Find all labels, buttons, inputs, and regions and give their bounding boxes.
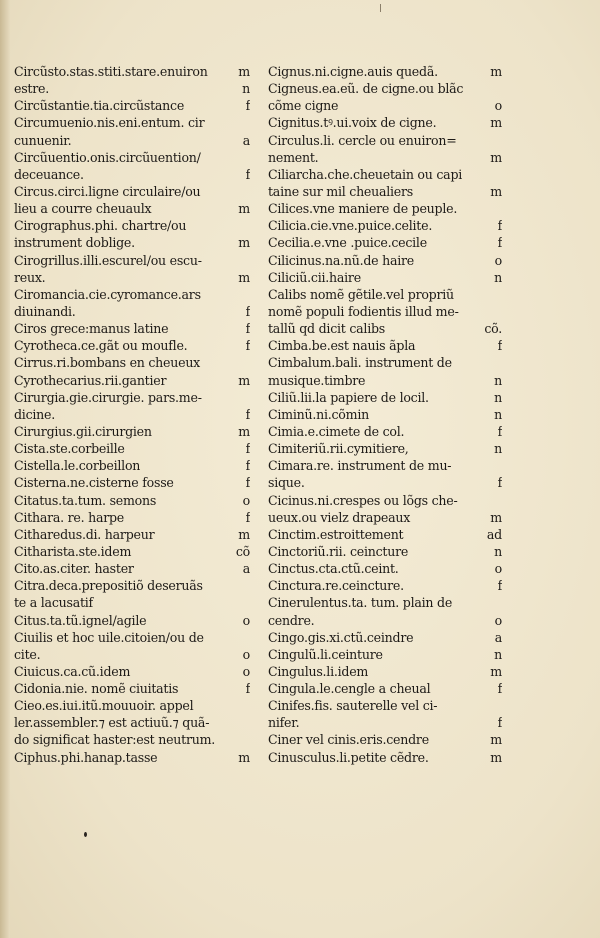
entry-text: Ciros grece:manus latine — [14, 321, 169, 337]
entry-text: Cecilia.e.vne .puice.cecile — [268, 235, 427, 251]
gender-marker: o — [494, 252, 502, 268]
entry-text: Ciuilis et hoc uile.citoien/ou de — [14, 629, 204, 645]
gender-marker: m — [490, 663, 502, 679]
gender-marker: o — [242, 492, 250, 508]
gender-marker: f — [497, 715, 502, 731]
gender-marker: n — [494, 269, 502, 285]
dictionary-entry — [268, 80, 502, 97]
entry-text: nifer. — [268, 715, 300, 731]
dictionary-entry — [268, 612, 502, 629]
entry-text: Citatus.ta.tum. semons — [14, 492, 157, 508]
gender-marker: f — [245, 681, 250, 697]
entry-text: Cirogrillus.illi.escurel/ou escu- — [14, 252, 202, 268]
dictionary-entry — [268, 697, 502, 714]
entry-text: ler.assembler.⁊ est actiuũ.⁊ quã- — [14, 715, 210, 731]
dictionary-entry — [268, 663, 502, 680]
dictionary-entry — [14, 337, 250, 354]
entry-text: Ciliarcha.che.cheuetain ou capi — [268, 166, 463, 182]
entry-text: Cinctim.estroittement — [268, 526, 404, 542]
dictionary-entry — [14, 303, 250, 320]
entry-text: Cisterna.ne.cisterne fosse — [14, 475, 174, 491]
gender-marker: f — [245, 303, 250, 319]
dictionary-entry — [14, 457, 250, 474]
dictionary-entry — [268, 354, 502, 371]
dictionary-entry — [14, 731, 250, 748]
dictionary-entry — [14, 680, 250, 697]
entry-text: Cidonia.nie. nomẽ ciuitatis — [14, 681, 179, 697]
dictionary-entry — [14, 543, 250, 560]
gender-marker: o — [242, 663, 250, 679]
gender-marker: m — [238, 235, 250, 251]
dictionary-entry — [268, 560, 502, 577]
dictionary-entry — [14, 80, 250, 97]
entry-text: Citra.deca.prepositiõ deseruãs — [14, 578, 203, 594]
gender-marker: m — [490, 115, 502, 131]
entry-text: Ciminũ.ni.cõmin — [268, 406, 369, 422]
dictionary-entry — [268, 320, 502, 337]
entry-text: Circus.circi.ligne circulaire/ou — [14, 183, 201, 199]
entry-text: ueux.ou vielz drapeaux — [268, 509, 411, 525]
entry-text: Cyrothecarius.rii.gantier — [14, 372, 167, 388]
entry-text: Circũstantie.tia.circũstance — [14, 98, 185, 114]
dictionary-entry — [268, 749, 502, 766]
entry-text: deceuance. — [14, 166, 84, 182]
dictionary-entry — [268, 63, 502, 80]
entry-text: estre. — [14, 81, 49, 97]
entry-text: cendre. — [268, 612, 315, 628]
entry-text: Cicinus.ni.crespes ou lõgs che- — [268, 492, 458, 508]
gender-marker: m — [490, 149, 502, 165]
entry-text: Cirurgius.gii.cirurgien — [14, 423, 152, 439]
entry-text: Citus.ta.tũ.ignel/agile — [14, 612, 147, 628]
dictionary-entry — [14, 509, 250, 526]
entry-text: Cyrotheca.ce.gãt ou moufle. — [14, 338, 188, 354]
gender-marker: o — [242, 646, 250, 662]
gender-marker: n — [494, 372, 502, 388]
dictionary-entry — [14, 320, 250, 337]
gender-marker: a — [242, 561, 250, 577]
gender-marker: f — [245, 509, 250, 525]
entry-text: Cimba.be.est nauis ãpla — [268, 338, 416, 354]
entry-text: cite. — [14, 646, 41, 662]
dictionary-entry — [268, 389, 502, 406]
dictionary-entry — [14, 646, 250, 663]
entry-text: Cinctoriũ.rii. ceincture — [268, 543, 409, 559]
dictionary-entry — [268, 200, 502, 217]
dictionary-entry — [14, 492, 250, 509]
gender-marker: f — [497, 338, 502, 354]
entry-text: musique.timbre — [268, 372, 366, 388]
dictionary-entry — [14, 389, 250, 406]
gender-marker: m — [238, 269, 250, 285]
dictionary-entry — [14, 97, 250, 114]
gender-marker: f — [245, 406, 250, 422]
dictionary-entry — [268, 577, 502, 594]
entry-text: Ciphus.phi.hanap.tasse — [14, 749, 158, 765]
entry-text: Cingula.le.cengle a cheual — [268, 681, 431, 697]
entry-text: Cigneus.ea.eũ. de cigne.ou blãc — [268, 81, 464, 97]
entry-text: instrument doblige. — [14, 235, 135, 251]
dictionary-entry — [268, 646, 502, 663]
entry-text: Cimara.re. instrument de mu- — [268, 458, 452, 474]
dictionary-entry — [14, 749, 250, 766]
dictionary-entry — [268, 406, 502, 423]
dictionary-entry — [14, 474, 250, 491]
dictionary-entry — [14, 183, 250, 200]
gender-marker: o — [494, 98, 502, 114]
gender-marker: m — [238, 526, 250, 542]
gender-marker: f — [245, 475, 250, 491]
entry-text: Cinctura.re.ceincture. — [268, 578, 404, 594]
entry-text: Cirrus.ri.bombans en cheueux — [14, 355, 201, 371]
dictionary-entry — [14, 423, 250, 440]
dictionary-entry — [268, 166, 502, 183]
dictionary-entry — [14, 594, 250, 611]
entry-text: Ciromancia.cie.cyromance.ars — [14, 286, 201, 302]
dictionary-entry — [14, 114, 250, 131]
entry-text: Cito.as.citer. haster — [14, 561, 134, 577]
gender-marker: f — [497, 475, 502, 491]
entry-text: Cilices.vne maniere de peuple. — [268, 201, 458, 217]
entry-text: nement. — [268, 149, 319, 165]
dictionary-entry — [14, 149, 250, 166]
dictionary-entry — [268, 286, 502, 303]
dictionary-entry — [268, 149, 502, 166]
entry-text: diuinandi. — [14, 303, 76, 319]
gender-marker: o — [242, 612, 250, 628]
dictionary-entry — [268, 114, 502, 131]
dictionary-entry — [14, 577, 250, 594]
dictionary-entry — [14, 526, 250, 543]
entry-text: dicine. — [14, 406, 55, 422]
gender-marker: f — [497, 235, 502, 251]
dictionary-entry — [268, 132, 502, 149]
entry-text: Cirurgia.gie.cirurgie. pars.me- — [14, 389, 202, 405]
dictionary-entry — [14, 200, 250, 217]
dictionary-entry — [268, 97, 502, 114]
dictionary-entry — [268, 680, 502, 697]
gender-marker: m — [490, 64, 502, 79]
entry-text: Cieo.es.iui.itũ.mouuoir. appel — [14, 698, 194, 714]
gender-marker: m — [238, 201, 250, 217]
gender-marker: f — [245, 338, 250, 354]
gender-marker: n — [494, 389, 502, 405]
dictionary-entry — [14, 234, 250, 251]
entry-text: Ciuicus.ca.cũ.idem — [14, 663, 131, 679]
entry-text: Cimia.e.cimete de col. — [268, 423, 405, 439]
gender-marker: f — [245, 441, 250, 457]
dictionary-entry — [268, 337, 502, 354]
entry-text: Cilicinus.na.nũ.de haire — [268, 252, 414, 268]
gender-marker: m — [238, 64, 250, 79]
entry-text: Cimiteriũ.rii.cymitiere, — [268, 441, 409, 457]
entry-text: cunuenir. — [14, 132, 72, 148]
dictionary-entry — [268, 543, 502, 560]
gender-marker: m — [490, 509, 502, 525]
gender-marker: f — [497, 218, 502, 234]
gender-marker: cõ. — [484, 321, 502, 337]
dictionary-entry — [14, 286, 250, 303]
entry-text: Cithara. re. harpe — [14, 509, 125, 525]
entry-text: sique. — [268, 475, 305, 491]
gender-marker: m — [238, 749, 250, 765]
entry-text: Cilicia.cie.vne.puice.celite. — [268, 218, 433, 234]
entry-text: nomẽ populi fodientis illud me- — [268, 303, 459, 319]
gender-marker: m — [490, 732, 502, 748]
dictionary-entry — [14, 560, 250, 577]
dictionary-entry — [268, 217, 502, 234]
entry-text: lieu a courre cheuaulx — [14, 201, 152, 217]
dictionary-entry — [268, 714, 502, 731]
dictionary-entry — [14, 663, 250, 680]
entry-text: Cinusculus.li.petite cẽdre. — [268, 749, 429, 765]
dictionary-entry — [14, 629, 250, 646]
entry-text: Cinifes.fis. sauterelle vel ci- — [268, 698, 438, 714]
dictionary-entry — [268, 269, 502, 286]
entry-text: Ciliũ.lii.la papiere de locil. — [268, 389, 429, 405]
entry-text: Cinerulentus.ta. tum. plain de — [268, 595, 453, 611]
dictionary-entry — [268, 303, 502, 320]
gender-marker: cõ — [235, 543, 250, 559]
dictionary-entry — [268, 372, 502, 389]
gender-marker: m — [238, 372, 250, 388]
dictionary-entry — [268, 731, 502, 748]
entry-text: cõme cigne — [268, 98, 339, 114]
top-margin-mark — [380, 4, 381, 12]
gender-marker: n — [494, 406, 502, 422]
dictionary-entry — [268, 492, 502, 509]
entry-text: Cinctus.cta.ctũ.ceint. — [268, 561, 399, 577]
dictionary-entry — [14, 714, 250, 731]
gender-marker: o — [494, 561, 502, 577]
dictionary-entry — [268, 423, 502, 440]
entry-text: Citharista.ste.idem — [14, 543, 132, 559]
gender-marker: n — [494, 646, 502, 662]
entry-text: Ciliciũ.cii.haire — [268, 269, 361, 285]
dictionary-entry — [268, 526, 502, 543]
entry-text: te a lacusatif — [14, 595, 93, 611]
entry-text: Cingo.gis.xi.ctũ.ceindre — [268, 629, 414, 645]
right-column — [268, 63, 502, 766]
dictionary-entry — [268, 474, 502, 491]
gender-marker: m — [238, 423, 250, 439]
gender-marker: n — [242, 81, 250, 97]
gender-marker: o — [494, 612, 502, 628]
entry-text: Circumuenio.nis.eni.entum. cir — [14, 115, 205, 131]
entry-text: Circulus.li. cercle ou enuiron= — [268, 132, 457, 148]
entry-text: Calibs nomẽ gẽtile.vel propriũ — [268, 286, 454, 302]
dictionary-entry — [268, 509, 502, 526]
entry-text: tallũ qd dicit calibs — [268, 321, 385, 337]
dictionary-entry — [268, 252, 502, 269]
dictionary-entry — [14, 612, 250, 629]
dictionary-entry — [14, 269, 250, 286]
gender-marker: f — [245, 321, 250, 337]
dictionary-entry — [14, 440, 250, 457]
dictionary-entry — [14, 217, 250, 234]
entry-text: Cignitus.tꝰ.ui.voix de cigne. — [268, 115, 437, 131]
entry-text: Cistella.le.corbeillon — [14, 458, 141, 474]
dictionary-entry — [14, 63, 250, 80]
gender-marker: a — [494, 629, 502, 645]
dictionary-entry — [14, 372, 250, 389]
entry-text: taine sur mil cheualiers — [268, 183, 413, 199]
dictionary-entry — [268, 234, 502, 251]
page-gutter — [0, 0, 10, 938]
dictionary-entry — [268, 594, 502, 611]
dictionary-entry — [268, 440, 502, 457]
ink-dot — [84, 832, 87, 837]
dictionary-entry — [268, 629, 502, 646]
gender-marker: n — [494, 543, 502, 559]
gender-marker: f — [245, 98, 250, 114]
entry-text: Circũuentio.onis.circũuention/ — [14, 149, 201, 165]
entry-text: Cingulũ.li.ceinture — [268, 646, 383, 662]
entry-text: Cirographus.phi. chartre/ou — [14, 218, 187, 234]
entry-text: Citharedus.di. harpeur — [14, 526, 155, 542]
dictionary-entry — [14, 252, 250, 269]
gender-marker: m — [490, 749, 502, 765]
entry-text: Cingulus.li.idem — [268, 663, 369, 679]
gender-marker: ad — [486, 526, 502, 542]
entry-text: reux. — [14, 269, 46, 285]
gender-marker: f — [245, 166, 250, 182]
gender-marker: f — [497, 681, 502, 697]
gender-marker: m — [490, 183, 502, 199]
gender-marker: a — [242, 132, 250, 148]
gender-marker: f — [497, 423, 502, 439]
dictionary-entry — [14, 132, 250, 149]
dictionary-entry — [268, 183, 502, 200]
entry-text: Ciner vel cinis.eris.cendre — [268, 732, 429, 748]
dictionary-entry — [268, 457, 502, 474]
dictionary-entry — [14, 166, 250, 183]
entry-text: Cignus.ni.cigne.auis quedã. — [268, 64, 438, 79]
entry-text: Cimbalum.bali. instrument de — [268, 355, 452, 371]
gender-marker: f — [245, 458, 250, 474]
left-column — [14, 63, 250, 766]
dictionary-entry — [14, 406, 250, 423]
dictionary-entry — [14, 697, 250, 714]
entry-text: Circũsto.stas.stiti.stare.enuiron — [14, 64, 208, 79]
entry-text: Cista.ste.corbeille — [14, 441, 125, 457]
entry-text: do significat haster:est neutrum. — [14, 732, 216, 748]
gender-marker: f — [497, 578, 502, 594]
gender-marker: n — [494, 441, 502, 457]
dictionary-entry — [14, 354, 250, 371]
